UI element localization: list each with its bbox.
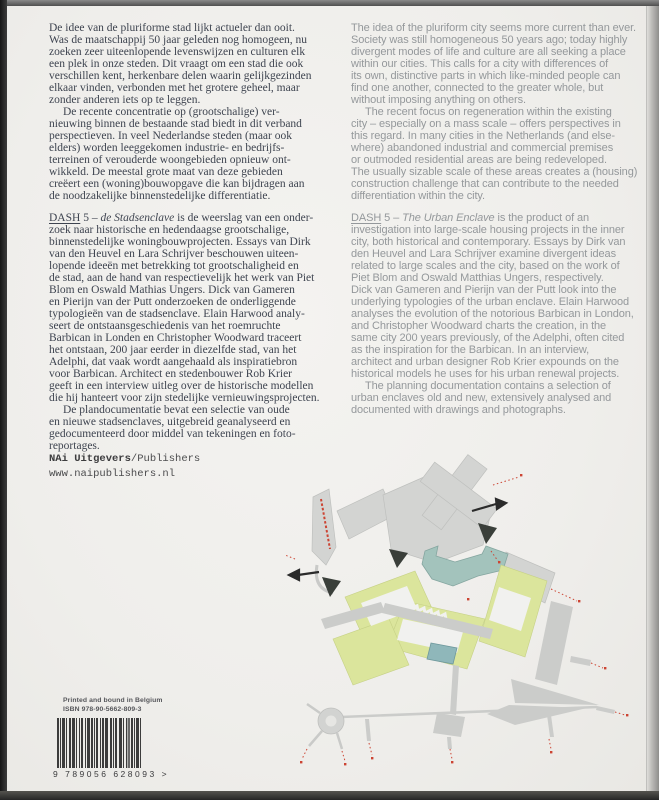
plan-roundabout-leg-1: [309, 731, 322, 746]
barcode-arrow: >: [161, 769, 170, 779]
red-leader-4: [615, 712, 625, 715]
plan-stem: [450, 665, 459, 715]
plan-wedge-tip: [596, 706, 615, 714]
red-dot-3: [604, 667, 606, 669]
plan-roundabout-leg-3: [307, 704, 320, 713]
urban-enclave-plan: [285, 451, 659, 781]
red-dot-5: [371, 757, 373, 759]
english-paragraph-3: DASH 5 – The Urban Enclave is the product of an investigation into large-scale housing projects in the inner city, both historical and contemporary. Essays by Dirk van den Heuvel and Lara Schrijver examine divergent ideas related to large scales and the city, based on the work of Piet Blom and Oswald Matthias Ungers, respectively. Dick van Gameren and Pierijn van der Putt look into the underlying typologies of the urban enclave. Elain Harwood analyses the evolution of the notorious Barbican in London, and Christopher Woodward charts the creation, in the same city 200 years previously, of the Adelphi, often cited as the inspiration for the Barbican. In an interview, architect and urban designer Rob Krier expounds on the historical models he uses for his urban renewal projects.: [351, 212, 634, 380]
plan-spur-2: [447, 737, 452, 749]
english-column-description: [351, 212, 651, 416]
red-dot-11: [467, 598, 469, 600]
publisher-name-bold: NAi Uitgevers: [49, 453, 131, 465]
red-leader-7: [549, 739, 551, 749]
publisher-block: [49, 452, 200, 482]
plan-spur-1: [365, 719, 371, 741]
plan-roundabout-leg-2: [337, 733, 342, 749]
barcode-bars: [53, 718, 149, 768]
red-leader-6: [450, 749, 452, 759]
red-dot-2: [578, 600, 580, 602]
isbn-line: ISBN 978-90-5662-809-3: [63, 706, 142, 713]
back-cover: [7, 6, 646, 791]
plan-wall-bar-right: [535, 601, 573, 685]
dutch-paragraph-2: De recente concentratie op (grootschalige) ver- nieuwing binnen de bestaande stad biedt in dit verband perspectieven. In veel Nederlandse steden (maar ook elders) worden leeggekomen industrie- en bedrijfs- terreinen of verouderde woongebieden opnieuw ont- wikkeld. De meestal grote maat van deze gebieden creëert een (woning)bouwopgave die kan bijdragen aan de noodzakelijke binnenstedelijke differentiatie.: [49, 106, 305, 202]
plan-wall-arm: [570, 656, 591, 666]
exit-arrow-left-head: [289, 570, 299, 580]
imprint-block: [63, 696, 162, 714]
english-paragraph-1: The idea of the pluriform city seems more current than ever. Society was still homogeneous 50 years ago; today highly divergent modes of life and culture are all seeking a place within our cities. This calls for a city with differences of its own, distinctive parts in which like-minded people can find one another, connected to the greater whole, but without imposing anything on others.: [351, 22, 637, 106]
english-column-intro: [351, 22, 651, 202]
english-paragraph-2: The recent focus on regeneration within the existing city – especially on a mass scale – offers perspectives in this regard. In many cities in the Netherlands (and else- where) abandoned industrial and commercial premises or outmoded residential areas are being redeveloped. The usually sizable scale of these areas creates a (housing) construction challenge that can contribute to the needed differentiation within the city.: [351, 106, 638, 202]
red-dot-1: [520, 474, 522, 476]
barcode: [53, 718, 170, 779]
publisher-name-rest: /Publishers: [130, 453, 201, 465]
plan-square-building: [433, 713, 465, 737]
barcode-number: 9 789056 628093: [53, 769, 157, 779]
red-dot-7: [550, 751, 552, 753]
red-leader-2: [551, 589, 577, 601]
dutch-paragraph-1: De idee van de pluriforme stad lijkt actueler dan ooit. Was de maatschappij 50 jaar geleden nog homogeen, nu zoeken zeer uiteenlopende levenswijzen en culturen elk een plek in onze steden. Dit vraagt om een stad die ook verschillen kent, herkenbare delen waarin gelijkgezinden elkaar vinden, verbonden met het grotere geheel, maar zonder anderen iets op te leggen.: [49, 22, 312, 106]
plan-black-wedge-3: [322, 577, 341, 597]
book-top-edge: [0, 0, 659, 6]
red-dot-10: [498, 561, 500, 563]
exit-arrow-right-head: [496, 499, 506, 509]
dutch-column-description: [49, 212, 343, 452]
red-dot-9: [344, 763, 346, 765]
site-plan-drawing: [285, 451, 659, 781]
barcode-digits: [53, 769, 170, 779]
book-page-block-edge: [646, 0, 659, 800]
dutch-paragraph-3: DASH 5 – de Stadsenclave is de weerslag van een onder- zoek naar historische en hedendaagse grootschalige, binnenstedelijke woningbouwprojecten. Essays van Dirk van den Heuvel en Lara Schrijver beschouwen uiteen- lopende ideeën met betrekking tot grootschaligheid en de stad, aan de hand van respectievelijk het werk van Piet Blom en Oswald Mathias Ungers. Dick van Gameren en Pierijn van der Putt onderzoeken de onderliggende typologieën van de stadsenclave. Elain Harwood analy- seert de ontstaansgeschiedenis van het roemruchte Barbican in Londen en Christopher Woodward traceert het ontstaan, 200 jaar eerder in diezelfde stad, van het Adelphi, dat vaak wordt aangehaald als inspiratiebron voor Barbican. Architect en stedenbouwer Rob Krier geeft in een interview uitleg over de historische modellen die hij hanteert voor zijn stedelijke vernieuwingsprojecten.: [49, 212, 320, 404]
red-leader-1: [493, 477, 519, 485]
dutch-paragraph-4: De plandocumentatie bevat een selectie van oude en nieuwe stadsenclaves, uitgebreid geanalyseerd en gedocumenteerd door middel van tekeningen en foto- reportages.: [49, 404, 296, 452]
red-leader-9: [342, 751, 345, 761]
plan-spur-3: [547, 715, 554, 737]
red-dot-8: [300, 761, 302, 763]
red-leader-10: [285, 555, 295, 559]
book-bottom-edge: [0, 791, 659, 800]
publisher-name: [49, 452, 200, 467]
red-dot-4: [626, 714, 628, 716]
red-leader-3: [591, 663, 603, 668]
publisher-url: www.naipublishers.nl: [49, 468, 176, 480]
red-leader-5: [369, 743, 372, 755]
plan-roundabout-center: [326, 716, 337, 727]
red-leader-8: [302, 749, 307, 759]
english-paragraph-4: The planning documentation contains a selection of urban enclaves old and new, extensively analysed and documented with drawings and photographs.: [351, 380, 612, 416]
printed-in-line: Printed and bound in Belgium: [63, 697, 163, 704]
book-left-edge: [0, 0, 7, 800]
dutch-column-intro: [49, 22, 343, 202]
red-dot-6: [451, 761, 453, 763]
plan-tower-building: [312, 489, 336, 565]
